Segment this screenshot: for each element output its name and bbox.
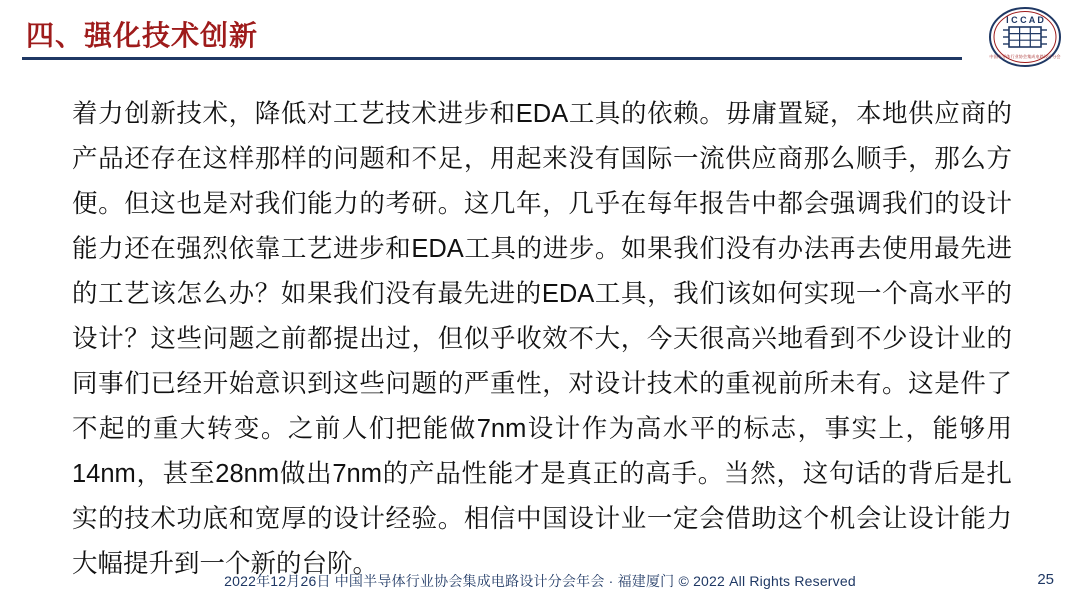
- page-title: 四、强化技术创新: [26, 20, 259, 51]
- page-number: 25: [1037, 571, 1054, 588]
- slide-body: [72, 92, 1012, 587]
- svg-text:I C C A D: I C C A D: [1006, 15, 1044, 25]
- slide-header: [0, 0, 1080, 72]
- iccad-logo: [988, 6, 1062, 68]
- svg-text:中国半导体行业协会集成电路设计分会: 中国半导体行业协会集成电路设计分会: [989, 54, 1061, 59]
- header-divider: [22, 57, 962, 60]
- footer-copyright: 2022年12月26日 中国半导体行业协会集成电路设计分会年会 · 福建厦门 © 2022 All Rights Reserved: [224, 573, 856, 589]
- slide-footer: [0, 571, 1080, 597]
- body-paragraph: 着力创新技术，降低对工艺技术进步和EDA工具的依赖。毋庸置疑，本地供应商的产品还存在这样那样的问题和不足，用起来没有国际一流供应商那么顺手，那么方便。但这也是对我们能力的考研。这几年，几乎在每年报告中都会强调我们的设计能力还在强烈依靠工艺进步和EDA工具的进步。如果我们没有办法再去使用最先进的工艺该怎么办？如果我们没有最先进的EDA工具，我们该如何实现一个高水平的设计？这些问题之前都提出过，但似乎收效不大，今天很高兴地看到不少设计业的同事们已经开始意识到这些问题的严重性，对设计技术的重视前所未有。这是件了不起的重大转变。之前人们把能做7nm设计作为高水平的标志，事实上，能够用14nm，甚至28nm做出7nm的产品性能才是真正的高手。当然，这句话的背后是扎实的技术功底和宽厚的设计经验。相信中国设计业一定会借助这个机会让设计能力大幅提升到一个新的台阶。: [72, 100, 1012, 578]
